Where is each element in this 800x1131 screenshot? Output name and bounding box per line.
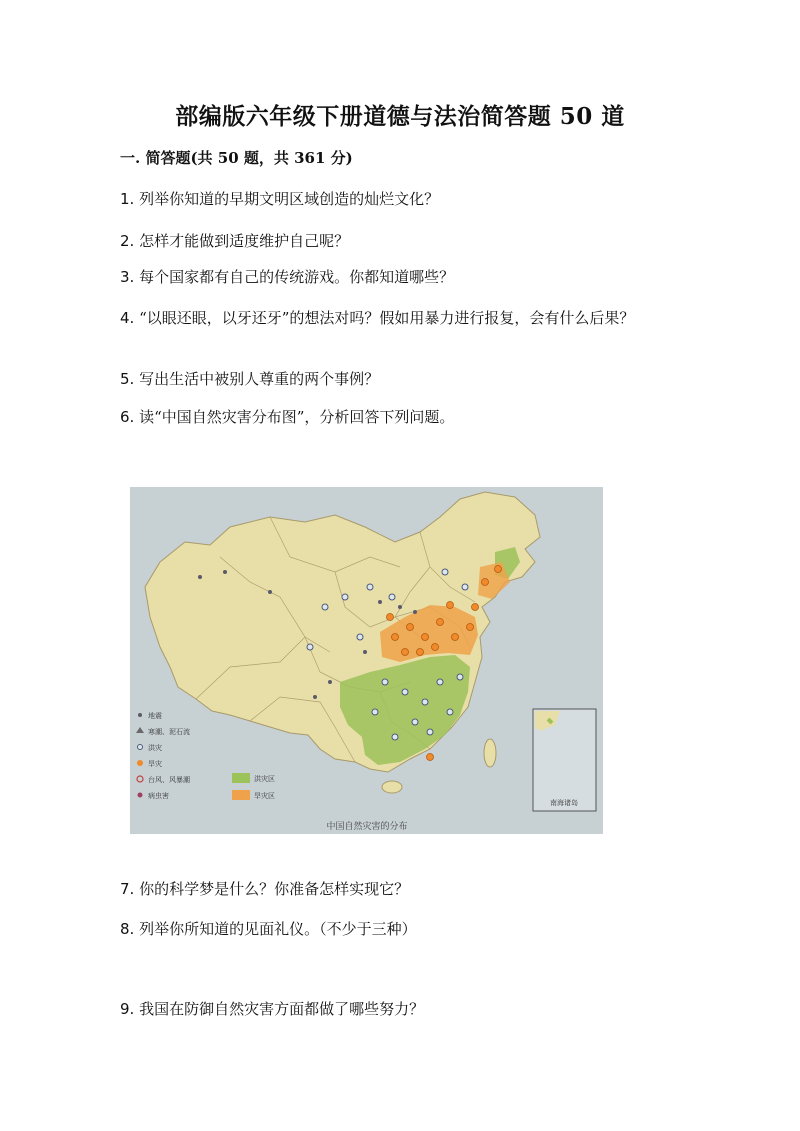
flood-zone-swatch [232, 773, 250, 783]
pest-icon [138, 793, 143, 798]
question-number: 9. [120, 1000, 135, 1018]
question-text: 我国在防御自然灾害方面都做了哪些努力？ [134, 1000, 425, 1018]
question-4 [120, 305, 680, 331]
question-number: 3. [120, 268, 135, 286]
question-number: 4. [120, 309, 135, 327]
question-number: 7. [120, 880, 135, 898]
inset-label: 南海诸岛 [550, 799, 578, 807]
question-3 [120, 264, 680, 290]
question-2 [120, 228, 680, 254]
question-text: 列举你知道的早期文明区域创造的灿烂文化？ [134, 190, 440, 208]
question-1 [120, 186, 680, 212]
section-heading: 一. 简答题(共 50 题，共 361 分) [120, 149, 353, 167]
question-5 [120, 366, 680, 392]
question-text: 怎样才能做到适度维护自己呢？ [134, 232, 350, 250]
question-text: 读“中国自然灾害分布图”，分析回答下列问题。 [134, 408, 455, 426]
question-text: 你的科学梦是什么？你准备怎样实现它？ [134, 880, 410, 898]
legend-item-label: 洪灾 [148, 744, 162, 752]
legend-item-label: 台风、风暴潮 [148, 776, 190, 784]
legend-zone-label: 洪灾区 [254, 775, 275, 783]
document-title: 部编版六年级下册道德与法治简答题 50 道 [175, 103, 625, 130]
question-number: 6. [120, 408, 135, 426]
china-disaster-map [130, 487, 603, 834]
legend-zone-label: 旱灾区 [254, 792, 275, 800]
question-number: 5. [120, 370, 135, 388]
question-6 [120, 404, 680, 430]
question-text: “以眼还眼，以牙还牙”的想法对吗？假如用暴力进行报复，会有什么后果？ [134, 309, 635, 327]
legend-item-label: 病虫害 [148, 792, 169, 800]
map-caption: 中国自然灾害的分布 [326, 822, 408, 832]
legend-item-label: 旱灾 [148, 760, 162, 768]
legend-item-label: 寒潮、泥石流 [148, 728, 190, 736]
south-china-sea-inset [533, 709, 596, 811]
orange-dot-icon [137, 760, 143, 766]
question-number: 2. [120, 232, 135, 250]
question-number: 8. [120, 920, 135, 938]
question-text: 每个国家都有自己的传统游戏。你都知道哪些？ [134, 268, 455, 286]
dark-dot-icon [138, 713, 142, 717]
question-text: 写出生活中被别人尊重的两个事例？ [134, 370, 380, 388]
question-8 [120, 916, 680, 942]
question-number: 1. [120, 190, 135, 208]
question-7 [120, 876, 680, 902]
legend-item-label: 地震 [148, 712, 162, 720]
drought-zone-swatch [232, 790, 250, 800]
question-9 [120, 996, 680, 1022]
disaster-map-figure [130, 487, 603, 834]
blue-dot-icon [138, 745, 143, 750]
question-text: 列举你所知道的见面礼仪。（不少于三种） [134, 920, 417, 938]
